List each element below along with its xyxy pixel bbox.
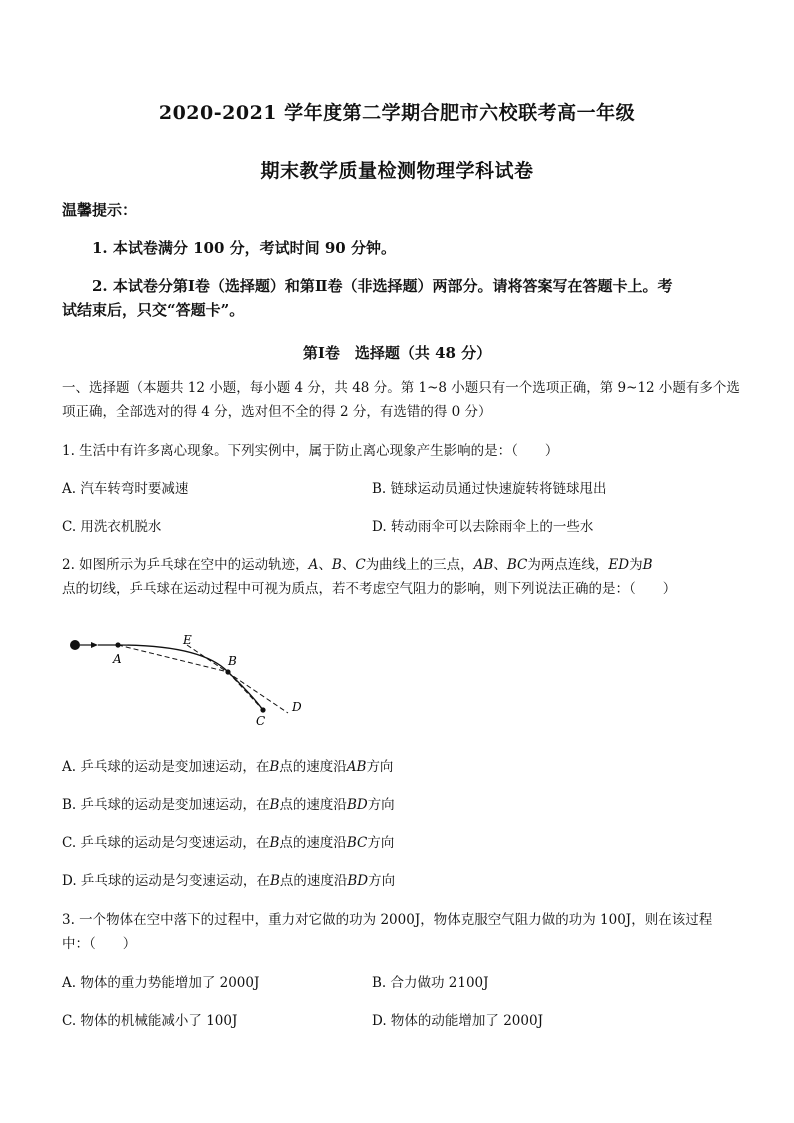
- start-dot: [70, 640, 80, 650]
- q3-option-d: D. 物体的动能增加了 2000J: [372, 1013, 543, 1029]
- q2-option-a-pre: A. 乒乓球的运动是变加速运动，在: [62, 759, 270, 775]
- tip-item-2-line1: 2. 本试卷分第Ⅰ卷（选择题）和第Ⅱ卷（非选择题）两部分。请将答案写在答题卡上。考: [92, 277, 673, 295]
- start-arrow-head-icon: [91, 642, 98, 648]
- q2-option-c: [62, 833, 394, 853]
- q3-option-a: A. 物体的重力势能增加了 2000J: [62, 975, 260, 991]
- q2-option-d-point: B: [269, 873, 280, 889]
- section-title: 第Ⅰ卷 选择题（共 48 分）: [302, 344, 492, 362]
- q3-stem-line1: 3. 一个物体在空中落下的过程中，重力对它做的功为 2000J，物体克服空气阻力做的功为 100J，则在该过程: [62, 912, 713, 928]
- q2-option-b-pre: B. 乒乓球的运动是变加速运动，在: [62, 797, 270, 813]
- label-c: C: [256, 714, 266, 728]
- q2-option-a-post: 方向: [366, 759, 394, 775]
- q3-stem-line2: 中：（ ）: [62, 936, 137, 952]
- q2-option-d-dir: BD: [347, 873, 369, 889]
- tip-item-1: 1. 本试卷满分 100 分，考试时间 90 分钟。: [92, 239, 396, 257]
- q2-option-d-post: 方向: [368, 873, 396, 889]
- point-b-dot: [225, 669, 230, 674]
- q2-sep2: 、: [341, 557, 356, 573]
- point-a-dot: [115, 642, 120, 647]
- q1-option-d: D. 转动雨伞可以去除雨伞上的一些水: [372, 519, 594, 535]
- q2-option-c-mid: 点的速度沿: [279, 835, 347, 851]
- q2-stem-line2: 点的切线，乒乓球在运动过程中可视为质点，若不考虑空气阻力的影响，则下列说法正确的是：（ ）: [62, 581, 677, 597]
- tangent-ed: [187, 645, 288, 713]
- label-b: B: [228, 654, 237, 668]
- q2-option-c-point: B: [269, 835, 280, 851]
- q2-option-a: [62, 757, 393, 777]
- q1-option-a: A. 汽车转弯时要减速: [62, 481, 189, 497]
- q2-line-ed: ED: [608, 557, 630, 573]
- q2-stem-text-b: 为曲线上的三点，: [365, 557, 474, 573]
- point-c-dot: [260, 707, 265, 712]
- section-intro-line2: 项正确，全部选对的得 4 分，选对但不全的得 2 分，有选错的得 0 分）: [62, 404, 492, 420]
- label-a: A: [113, 652, 122, 666]
- q2-point-b2: B: [642, 557, 653, 573]
- q2-stem-text-a: 2. 如图所示为乒乓球在空中的运动轨迹，: [62, 557, 309, 573]
- q2-line-ab: AB: [473, 557, 494, 573]
- q2-option-a-dir: AB: [346, 759, 367, 775]
- q3-option-c: C. 物体的机械能减小了 100J: [62, 1013, 238, 1029]
- q2-option-c-pre: C. 乒乓球的运动是匀变速运动，在: [62, 835, 270, 851]
- q3-option-b: B. 合力做功 2100J: [372, 975, 489, 991]
- q2-option-a-mid: 点的速度沿: [279, 759, 347, 775]
- q2-option-a-point: B: [269, 759, 280, 775]
- q2-point-c: C: [355, 557, 366, 573]
- q1-option-c: C. 用洗衣机脱水: [62, 519, 162, 535]
- q2-sep1: 、: [318, 557, 332, 573]
- q2-line-bc: BC: [506, 557, 528, 573]
- q2-option-b-dir: BD: [346, 797, 368, 813]
- tip-item-2-line2: 试结束后，只交“答题卡”。: [62, 301, 245, 319]
- trajectory-curve: [118, 645, 263, 710]
- q2-sep3: 、: [493, 557, 507, 573]
- q2-option-b-post: 方向: [367, 797, 395, 813]
- q1-stem: 1. 生活中有许多离心现象。下列实例中，属于防止离心现象产生影响的是：（ ）: [62, 443, 559, 459]
- q2-option-b-point: B: [269, 797, 280, 813]
- section-intro-line1: 一、选择题（本题共 12 小题，每小题 4 分，共 48 分。第 1~8 小题只有一个选项正确，第 9~12 小题有多个选: [62, 380, 740, 396]
- tips-heading: 温馨提示：: [62, 201, 138, 219]
- q2-stem-text-c: 为两点连线，: [527, 557, 609, 573]
- q2-stem-text-d: 为: [629, 557, 643, 573]
- q2-option-c-post: 方向: [367, 835, 395, 851]
- q1-option-b: B. 链球运动员通过快速旋转将链球甩出: [372, 481, 607, 497]
- q2-point-b: B: [331, 557, 342, 573]
- q2-option-b-mid: 点的速度沿: [279, 797, 347, 813]
- label-e: E: [183, 633, 192, 647]
- q2-option-b: [62, 795, 395, 815]
- trajectory-figure: [62, 625, 322, 735]
- q2-option-d-pre: D. 乒乓球的运动是匀变速运动，在: [62, 873, 270, 889]
- exam-title-line1: 2020-2021 学年度第二学期合肥市六校联考高一年级: [158, 102, 636, 124]
- exam-title-line2: 期末教学质量检测物理学科试卷: [260, 160, 534, 182]
- q2-option-d: [62, 871, 395, 891]
- label-d: D: [292, 700, 302, 714]
- q2-stem-line1: [62, 555, 652, 575]
- q2-option-c-dir: BC: [346, 835, 368, 851]
- q2-option-d-mid: 点的速度沿: [279, 873, 348, 889]
- q2-point-a: A: [308, 557, 319, 573]
